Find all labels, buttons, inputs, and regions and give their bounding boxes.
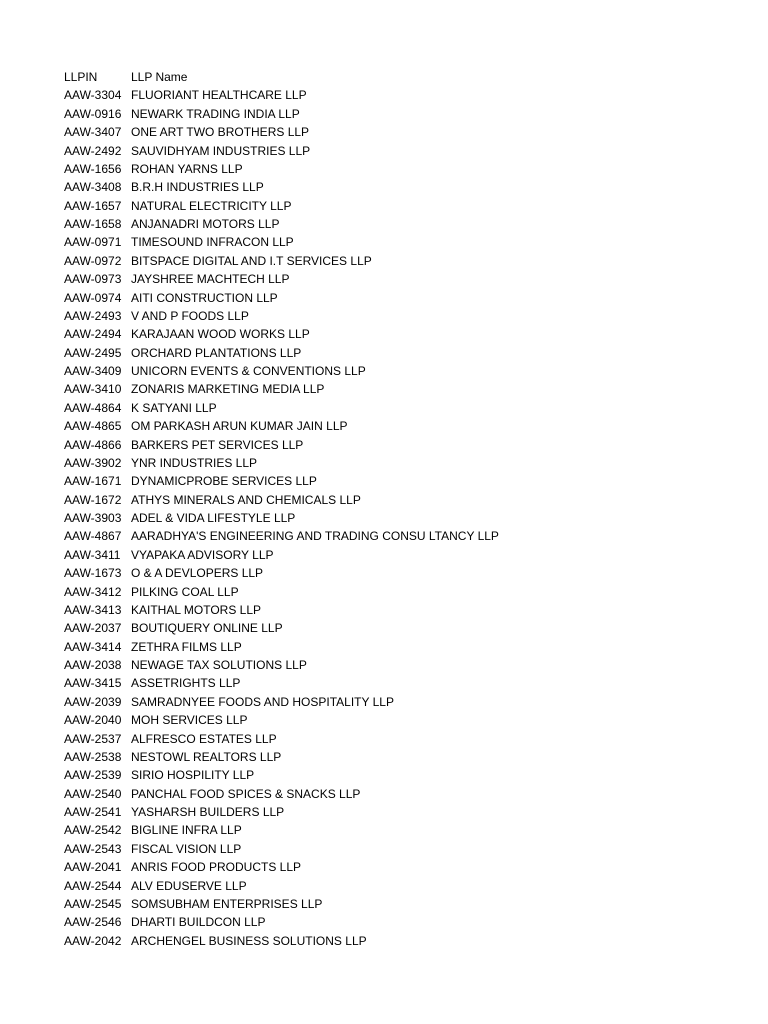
llp-name-cell: BITSPACE DIGITAL AND I.T SERVICES LLP — [131, 253, 372, 268]
table-row — [64, 895, 499, 913]
llpin-cell: AAW-2538 — [64, 749, 122, 764]
llp-name-cell: ONE ART TWO BROTHERS LLP — [131, 125, 310, 140]
llpin-cell: AAW-2546 — [64, 915, 122, 930]
llpin-cell: AAW-2492 — [64, 143, 122, 158]
llpin-cell: AAW-2039 — [64, 694, 122, 709]
llpin-cell: AAW-1657 — [64, 198, 122, 213]
table-row — [64, 307, 499, 325]
table-row — [64, 858, 499, 876]
llpin-cell: AAW-3304 — [64, 88, 122, 103]
table-row — [64, 821, 499, 839]
llp-name-cell: YNR INDUSTRIES LLP — [131, 455, 258, 470]
table-row — [64, 491, 499, 509]
table-row — [64, 436, 499, 454]
llp-name-cell: NATURAL ELECTRICITY LLP — [131, 198, 292, 213]
llpin-cell: AAW-2493 — [64, 308, 122, 323]
llpin-cell: AAW-2540 — [64, 786, 122, 801]
table-body — [64, 86, 499, 950]
table-row — [64, 564, 499, 582]
table-row — [64, 362, 499, 380]
llp-name-cell: ROHAN YARNS LLP — [131, 161, 243, 176]
table-row — [64, 86, 499, 104]
llp-name-cell: PANCHAL FOOD SPICES & SNACKS LLP — [131, 786, 361, 801]
llpin-cell: AAW-0972 — [64, 253, 122, 268]
llpin-cell: AAW-1671 — [64, 474, 122, 489]
table-row — [64, 803, 499, 821]
table-row — [64, 270, 499, 288]
llp-name-cell: BOUTIQUERY ONLINE LLP — [131, 621, 283, 636]
llp-name-cell: PILKING COAL LLP — [131, 584, 239, 599]
llpin-cell: AAW-2495 — [64, 345, 122, 360]
llp-name-cell: KARAJAAN WOOD WORKS LLP — [131, 327, 310, 342]
table-row — [64, 766, 499, 784]
table-row — [64, 656, 499, 674]
llp-name-cell: UNICORN EVENTS & CONVENTIONS LLP — [131, 364, 366, 378]
table-header-row — [64, 68, 499, 86]
llpin-cell: AAW-2494 — [64, 327, 122, 342]
llp-name-cell: ADEL & VIDA LIFESTYLE LLP — [131, 511, 296, 525]
llpin-cell: AAW-3407 — [64, 125, 122, 140]
llp-name-cell: OM PARKASH ARUN KUMAR JAIN LLP — [131, 419, 348, 434]
table-row — [64, 325, 499, 343]
llpin-cell: AAW-2545 — [64, 896, 122, 911]
llpin-cell: AAW-1656 — [64, 161, 122, 176]
llpin-cell: AAW-3411 — [64, 547, 121, 562]
llpin-cell: AAW-2042 — [64, 933, 122, 948]
table-row — [64, 693, 499, 711]
llp-name-cell: ANJANADRI MOTORS LLP — [131, 217, 280, 231]
llpin-cell: AAW-3414 — [64, 639, 122, 654]
llp-name-cell: DYNAMICPROBE SERVICES LLP — [131, 474, 317, 489]
table-row — [64, 472, 499, 490]
llp-name-cell: NEWAGE TAX SOLUTIONS LLP — [131, 658, 307, 672]
llp-name-cell: O & A DEVLOPERS LLP — [131, 566, 264, 581]
llp-name-cell: KAITHAL MOTORS LLP — [131, 602, 262, 617]
llp-name-cell: YASHARSH BUILDERS LLP — [131, 805, 285, 819]
llp-name-cell: K SATYANI LLP — [131, 400, 217, 415]
llpin-cell: AAW-4866 — [64, 437, 122, 452]
table-row — [64, 748, 499, 766]
llpin-cell: AAW-1658 — [64, 217, 122, 231]
llpin-cell: AAW-2543 — [64, 841, 122, 856]
llp-name-cell: SOMSUBHAM ENTERPRISES LLP — [131, 896, 323, 911]
table-row — [64, 197, 499, 215]
llpin-cell: AAW-3409 — [64, 364, 122, 378]
table-row — [64, 509, 499, 527]
llp-name-cell: SIRIO HOSPILITY LLP — [131, 768, 255, 783]
llpin-cell: AAW-2537 — [64, 731, 122, 746]
llpin-cell: AAW-3413 — [64, 602, 122, 617]
table-row — [64, 289, 499, 307]
table-row — [64, 638, 499, 656]
llp-name-cell: B.R.H INDUSTRIES LLP — [131, 180, 264, 195]
llp-name-cell: NEWARK TRADING INDIA LLP — [131, 106, 300, 121]
llpin-cell: AAW-3412 — [64, 584, 122, 599]
table-row — [64, 546, 499, 564]
llp-name-cell: ANRIS FOOD PRODUCTS LLP — [131, 860, 302, 875]
llp-name-cell: ARCHENGEL BUSINESS SOLUTIONS LLP — [131, 933, 367, 948]
llpin-cell: AAW-3410 — [64, 382, 122, 397]
table-row — [64, 123, 499, 141]
llp-name-cell: BIGLINE INFRA LLP — [131, 823, 242, 838]
table-row — [64, 454, 499, 472]
llpin-cell: AAW-4865 — [64, 419, 122, 434]
llp-name-cell: AARADHYA'S ENGINEERING AND TRADING CONSU LTANCY LLP — [131, 529, 499, 544]
llpin-cell: AAW-3415 — [64, 676, 122, 691]
llp-name-cell: ZETHRA FILMS LLP — [131, 639, 242, 654]
llp-name-cell: BARKERS PET SERVICES LLP — [131, 437, 304, 452]
header-llp-name: LLP Name — [131, 70, 188, 84]
table-row — [64, 160, 499, 178]
llp-name-cell: NESTOWL REALTORS LLP — [131, 749, 282, 764]
table-row — [64, 601, 499, 619]
llpin-cell: AAW-1672 — [64, 492, 122, 507]
llp-name-cell: ALV EDUSERVE LLP — [131, 878, 247, 893]
llpin-cell: AAW-2041 — [64, 860, 122, 875]
llp-name-cell: ORCHARD PLANTATIONS LLP — [131, 345, 302, 360]
llpin-cell: AAW-2542 — [64, 823, 122, 838]
table-row — [64, 399, 499, 417]
table-row — [64, 583, 499, 601]
table-row — [64, 178, 499, 196]
table-row — [64, 730, 499, 748]
llp-name-cell: ASSETRIGHTS LLP — [131, 676, 241, 691]
llpin-cell: AAW-2040 — [64, 713, 122, 728]
llp-name-cell: TIMESOUND INFRACON LLP — [131, 235, 294, 250]
table-row — [64, 932, 499, 950]
llpin-cell: AAW-2038 — [64, 658, 122, 672]
table-row — [64, 711, 499, 729]
llp-name-cell: AITI CONSTRUCTION LLP — [131, 290, 278, 305]
llpin-cell: AAW-4864 — [64, 400, 122, 415]
table-row — [64, 215, 499, 233]
table-row — [64, 252, 499, 270]
table-row — [64, 142, 499, 160]
table-row — [64, 840, 499, 858]
llpin-cell: AAW-0916 — [64, 106, 122, 121]
llpin-cell: AAW-0973 — [64, 272, 122, 287]
table-row — [64, 785, 499, 803]
table-row — [64, 380, 499, 398]
llp-name-cell: JAYSHREE MACHTECH LLP — [131, 272, 290, 287]
llpin-cell: AAW-2037 — [64, 621, 122, 636]
llp-name-cell: SAMRADNYEE FOODS AND HOSPITALITY LLP — [131, 694, 394, 709]
llp-table — [64, 68, 499, 950]
llp-name-cell: ZONARIS MARKETING MEDIA LLP — [131, 382, 325, 397]
table-row — [64, 913, 499, 931]
table-row — [64, 877, 499, 895]
llpin-cell: AAW-2541 — [64, 805, 122, 819]
llpin-cell: AAW-3902 — [64, 455, 122, 470]
llpin-cell: AAW-1673 — [64, 566, 122, 581]
llpin-cell: AAW-3903 — [64, 511, 122, 525]
llp-name-cell: V AND P FOODS LLP — [131, 308, 249, 323]
llp-name-cell: FISCAL VISION LLP — [131, 841, 242, 856]
table-row — [64, 619, 499, 637]
llpin-cell: AAW-0974 — [64, 290, 122, 305]
table-row — [64, 233, 499, 251]
llpin-cell: AAW-4867 — [64, 529, 122, 544]
table-row — [64, 344, 499, 362]
header-llpin: LLPIN — [64, 70, 98, 84]
table-row — [64, 105, 499, 123]
llp-name-cell: MOH SERVICES LLP — [131, 713, 248, 728]
llpin-cell: AAW-3408 — [64, 180, 122, 195]
llpin-cell: AAW-2544 — [64, 878, 122, 893]
table-row — [64, 674, 499, 692]
llpin-cell: AAW-0971 — [64, 235, 122, 250]
llp-name-cell: DHARTI BUILDCON LLP — [131, 915, 266, 930]
llp-name-cell: ALFRESCO ESTATES LLP — [131, 731, 277, 746]
llp-name-cell: ATHYS MINERALS AND CHEMICALS LLP — [131, 492, 361, 507]
table-row — [64, 417, 499, 435]
llp-name-cell: FLUORIANT HEALTHCARE LLP — [131, 88, 307, 103]
llpin-cell: AAW-2539 — [64, 768, 122, 783]
llp-name-cell: VYAPAKA ADVISORY LLP — [131, 547, 274, 562]
table-row — [64, 527, 499, 545]
llp-name-cell: SAUVIDHYAM INDUSTRIES LLP — [131, 143, 311, 158]
